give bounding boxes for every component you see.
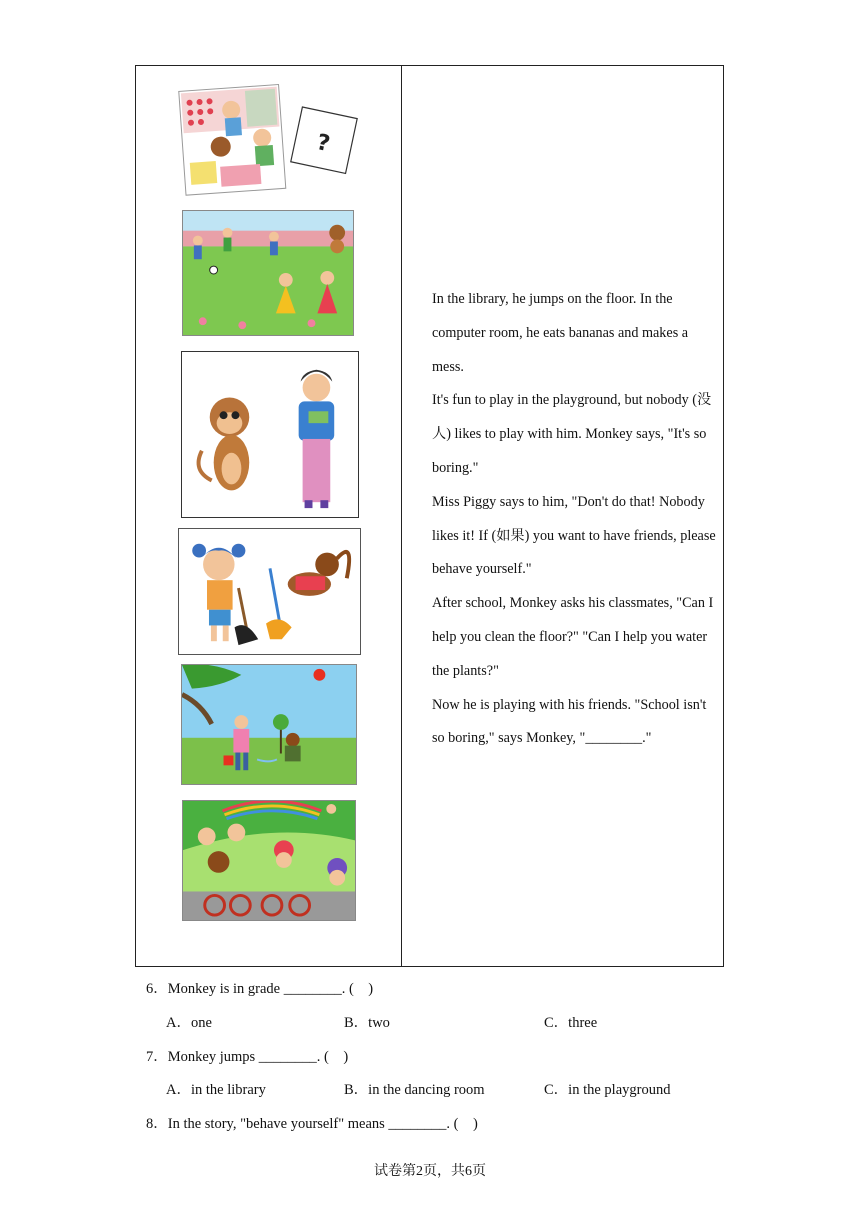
- story-table: [135, 65, 724, 967]
- question-6-option-b[interactable]: B．two: [344, 1015, 390, 1031]
- picture-monkey-and-teacher: [181, 351, 359, 518]
- page-footer: 试卷第2页，共6页: [374, 1164, 486, 1179]
- picture-classroom-mess: [178, 80, 362, 198]
- story-text: [432, 283, 718, 756]
- question-7-option-a[interactable]: A．in the library: [166, 1082, 266, 1098]
- question-7-option-c[interactable]: C．in the playground: [544, 1082, 671, 1098]
- story-paragraph: In the library, he jumps on the floor. In the computer room, he eats bananas and makes a mess.: [432, 291, 689, 375]
- question-6-option-a[interactable]: A．one: [166, 1015, 212, 1031]
- picture-sweeping-floor: [178, 528, 361, 655]
- story-paragraph: It's fun to play in the playground, but nobody (没人) likes to play with him. Monkey says, "It's so boring.": [432, 392, 712, 476]
- picture-playing-with-friends: [182, 800, 356, 921]
- question-card-mark: ?: [314, 130, 333, 158]
- picture-playground: [182, 210, 354, 336]
- question-6-option-c[interactable]: C．three: [544, 1015, 598, 1031]
- column-divider: [401, 66, 402, 966]
- story-paragraph: Now he is playing with his friends. "School isn't so boring," says Monkey, "________.": [432, 696, 707, 747]
- picture-watering-plants: [181, 664, 357, 785]
- story-paragraph: After school, Monkey asks his classmates, "Can I help you clean the floor?" "Can I help you water the plants?": [432, 595, 714, 679]
- question-8: 8．In the story, "behave yourself" means ________. ( ): [146, 1116, 478, 1132]
- question-6: 6．Monkey is in grade ________. ( ): [146, 981, 374, 997]
- story-paragraph: Miss Piggy says to him, "Don't do that! Nobody likes it! If (如果) you want to have friends, please behave yourself.": [432, 493, 716, 578]
- question-7: 7．Monkey jumps ________. ( ): [146, 1049, 349, 1065]
- question-7-option-b[interactable]: B．in the dancing room: [344, 1082, 485, 1098]
